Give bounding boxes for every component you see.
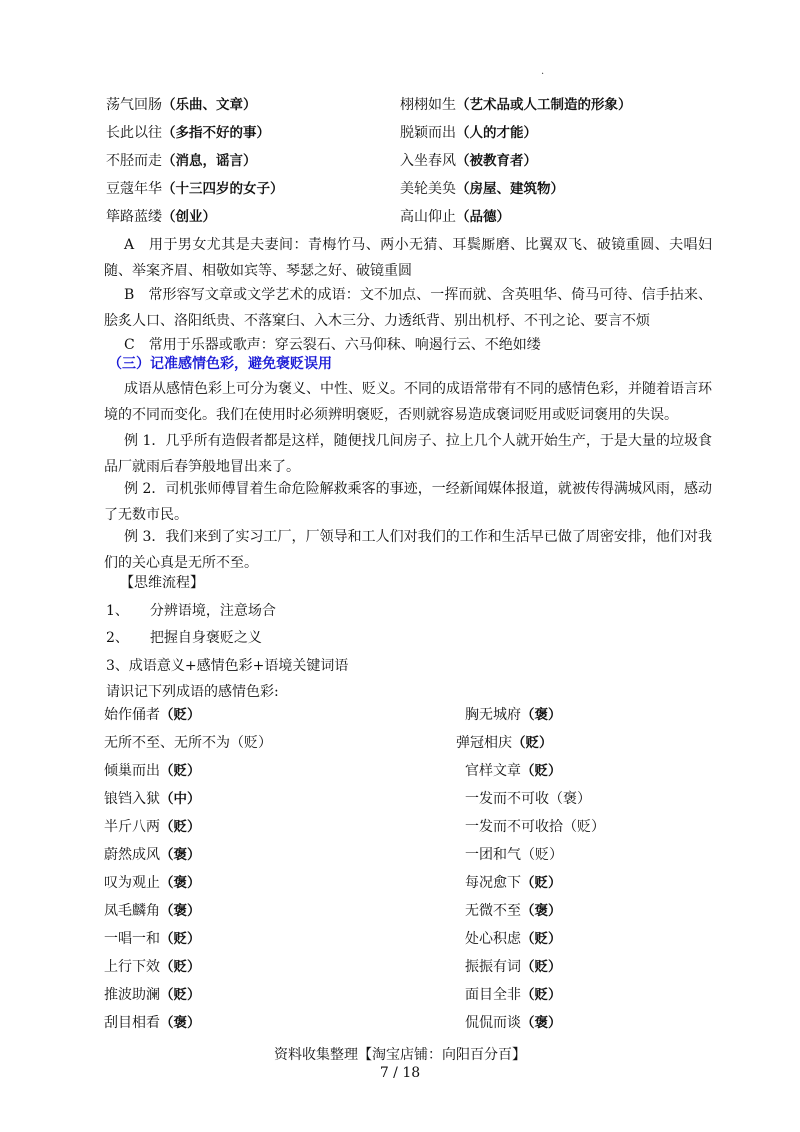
idiom: 一团和气 bbox=[465, 847, 521, 863]
sentiment: （贬） bbox=[160, 987, 201, 1003]
category-b-paragraph: B 常形容写文章或文学艺术的成语：文不加点、一挥而就、含英咀华、倚马可待、信手拈来、脍炙人口、洛阳纸贵、不落窠臼、入木三分、力透纸背、别出机杼、不刊之论、要言不烦 bbox=[104, 287, 712, 329]
idiom-sentiment-row bbox=[104, 731, 604, 755]
idiom-note: （人的才能） bbox=[456, 125, 537, 141]
idiom: 半斤八两 bbox=[104, 819, 160, 835]
idiom: 处心积虑 bbox=[465, 931, 521, 947]
instruction: 请识记下列成语的感情色彩: bbox=[106, 684, 279, 700]
idiom-term: 入坐春风 bbox=[400, 153, 456, 169]
idiom-note: （创业） bbox=[162, 209, 216, 225]
step-3: 3、成语意义+感情色彩+语境关键词语 bbox=[106, 658, 349, 674]
thinking-process-title: 【思维流程】 bbox=[120, 575, 204, 591]
idiom-note: （十三四岁的女子） bbox=[162, 181, 284, 197]
sentiment: （贬） bbox=[230, 735, 272, 751]
sentiment: （褒） bbox=[160, 1015, 201, 1031]
idiom: 一发而不可收拾 bbox=[465, 819, 563, 835]
sentiment: （贬） bbox=[521, 763, 562, 779]
example-3: 例 3．我们来到了实习工厂，厂领导和工人们对我们的工作和生活早已做了周密安排，他们对我们的关心真是无所不至。 bbox=[104, 529, 712, 571]
idiom-term: 不胫而走 bbox=[106, 153, 162, 169]
idiom-term: 美轮美奂 bbox=[400, 181, 456, 197]
idiom-note: （多指不好的事） bbox=[162, 125, 270, 141]
idiom-note: （乐曲、文章） bbox=[162, 97, 257, 113]
idiom-note: （品德） bbox=[456, 209, 510, 225]
idiom: 侃侃而谈 bbox=[465, 1015, 521, 1031]
idiom-sentiment-row bbox=[104, 787, 604, 811]
idiom-usage-row bbox=[106, 121, 706, 145]
idiom: 一发而不可收 bbox=[465, 791, 549, 807]
sentiment: （贬） bbox=[563, 819, 605, 835]
idiom: 锒铛入狱 bbox=[104, 791, 160, 807]
sentiment: （贬） bbox=[521, 987, 562, 1003]
category-a-paragraph: A 用于男女尤其是夫妻间：青梅竹马、两小无猜、耳鬓厮磨、比翼双飞、破镜重圆、夫唱妇随、举案齐眉、相敬如宾等、琴瑟之好、破镜重圆 bbox=[104, 237, 712, 279]
sentiment: （褒） bbox=[521, 1015, 562, 1031]
idiom: 叹为观止 bbox=[104, 875, 160, 891]
sentiment: （褒） bbox=[549, 791, 591, 807]
idiom-term: 筚路蓝缕 bbox=[106, 209, 162, 225]
sentiment: （贬） bbox=[160, 763, 201, 779]
idiom-usage-row bbox=[106, 205, 706, 229]
intro-paragraph: 成语从感情色彩上可分为褒义、中性、贬义。不同的成语常带有不同的感情色彩，并随着语言环境的不同而变化。我们在使用时必须辨明褒贬，否则就容易造成褒词贬用或贬词褒用的失误。 bbox=[104, 381, 712, 423]
step-1: 1、 分辨语境，注意场合 bbox=[106, 603, 276, 619]
idiom-sentiment-row bbox=[104, 983, 604, 1007]
idiom: 凤毛麟角 bbox=[104, 903, 160, 919]
sentiment: （贬） bbox=[521, 931, 562, 947]
idiom: 无微不至 bbox=[465, 903, 521, 919]
header-mark: . bbox=[541, 66, 545, 77]
footer-source: 资料收集整理【淘宝店铺：向阳百分百】 bbox=[274, 1047, 526, 1063]
sentiment: （褒） bbox=[521, 903, 562, 919]
idiom-sentiment-row bbox=[104, 899, 604, 923]
sentiment: （贬） bbox=[521, 875, 562, 891]
idiom-sentiment-row bbox=[104, 843, 604, 867]
idiom: 推波助澜 bbox=[104, 987, 160, 1003]
idiom-term: 长此以往 bbox=[106, 125, 162, 141]
idiom: 胸无城府 bbox=[465, 707, 521, 723]
sentiment: （褒） bbox=[160, 847, 201, 863]
idiom: 弹冠相庆 bbox=[456, 735, 512, 751]
sentiment: （中） bbox=[160, 791, 201, 807]
idiom: 刮目相看 bbox=[104, 1015, 160, 1031]
idiom-term: 栩栩如生 bbox=[400, 97, 456, 113]
idiom-term: 荡气回肠 bbox=[106, 97, 162, 113]
idiom-sentiment-row bbox=[104, 871, 604, 895]
example-1: 例 1．几乎所有造假者都是这样，随便找几间房子、拉上几个人就开始生产，于是大量的垃圾食品厂就雨后春笋般地冒出来了。 bbox=[104, 433, 712, 475]
idiom-sentiment-row bbox=[104, 955, 604, 979]
idiom-term: 脱颖而出 bbox=[400, 125, 456, 141]
sentiment: （贬） bbox=[512, 735, 553, 751]
section-title: （三）记准感情色彩，避免褒贬误用 bbox=[108, 356, 332, 372]
sentiment: （褒） bbox=[160, 903, 201, 919]
example-2: 例 2．司机张师傅冒着生命危险解救乘客的事迹，一经新闻媒体报道，就被传得满城风雨，感动了无数市民。 bbox=[104, 481, 712, 523]
idiom: 倾巢而出 bbox=[104, 763, 160, 779]
sentiment: （贬） bbox=[521, 847, 563, 863]
page-number: 7 / 18 bbox=[379, 1065, 421, 1081]
idiom-note: （消息，谣言） bbox=[162, 153, 257, 169]
idiom: 每况愈下 bbox=[465, 875, 521, 891]
sentiment: （褒） bbox=[160, 875, 201, 891]
idiom: 一唱一和 bbox=[104, 931, 160, 947]
sentiment: （贬） bbox=[160, 819, 201, 835]
idiom-term: 高山仰止 bbox=[400, 209, 456, 225]
idiom-sentiment-row bbox=[104, 1011, 604, 1035]
step-2: 2、 把握自身褒贬之义 bbox=[106, 630, 262, 646]
idiom-note: （艺术品或人工制造的形象） bbox=[456, 97, 632, 113]
idiom-note: （被教育者） bbox=[456, 153, 537, 169]
sentiment: （贬） bbox=[160, 931, 201, 947]
idiom-term: 豆蔻年华 bbox=[106, 181, 162, 197]
idiom-usage-row bbox=[106, 93, 706, 117]
idiom-sentiment-row bbox=[104, 703, 604, 727]
idiom-usage-row bbox=[106, 177, 706, 201]
idiom-note: （房屋、建筑物） bbox=[456, 181, 564, 197]
idiom: 振振有词 bbox=[465, 959, 521, 975]
idiom-usage-row bbox=[106, 149, 706, 173]
idiom: 面目全非 bbox=[465, 987, 521, 1003]
idiom: 无所不至、无所不为 bbox=[104, 735, 230, 751]
idiom: 始作俑者 bbox=[104, 707, 160, 723]
idiom: 上行下效 bbox=[104, 959, 160, 975]
idiom: 官样文章 bbox=[465, 763, 521, 779]
sentiment: （贬） bbox=[521, 959, 562, 975]
idiom-sentiment-row bbox=[104, 927, 604, 951]
idiom: 蔚然成风 bbox=[104, 847, 160, 863]
sentiment: （贬） bbox=[160, 707, 201, 723]
sentiment: （褒） bbox=[521, 707, 562, 723]
idiom-sentiment-row bbox=[104, 815, 604, 839]
sentiment: （贬） bbox=[160, 959, 201, 975]
idiom-sentiment-row bbox=[104, 759, 604, 783]
category-c-paragraph: C 常用于乐器或歌声：穿云裂石、六马仰秣、响遏行云、不绝如缕 bbox=[124, 337, 541, 353]
